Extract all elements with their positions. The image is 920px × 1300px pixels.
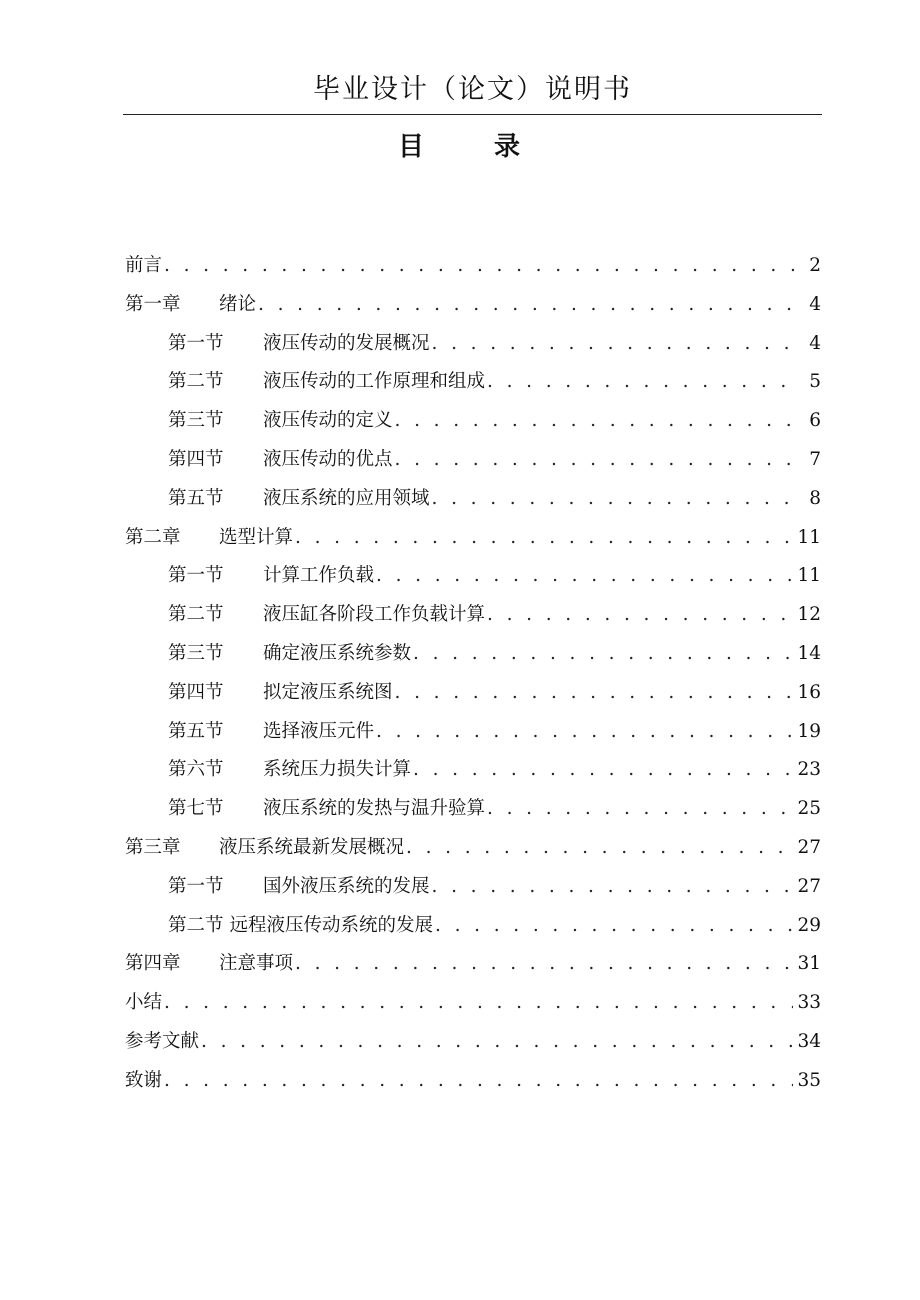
toc-entry-chapter[interactable] [125, 829, 821, 868]
dot-leader [395, 441, 795, 480]
toc-entry-page: 27 [797, 836, 821, 858]
toc-entry-page: 19 [797, 720, 821, 742]
toc-entry-section[interactable] [125, 674, 821, 713]
toc-entry-page: 14 [797, 642, 821, 664]
toc-entry-title: 小结 [125, 992, 163, 1014]
toc-entry-section[interactable] [125, 790, 821, 829]
toc-entry-page: 11 [797, 565, 821, 587]
toc-entry-title: 前言 [125, 255, 163, 276]
toc-entry-section[interactable] [125, 596, 821, 635]
dot-leader [432, 325, 795, 364]
toc-entry-title: 致谢 [125, 1069, 163, 1091]
toc-entry-page: 4 [809, 293, 821, 315]
toc-entry-title: 液压系统的应用领域 [263, 487, 430, 509]
dot-leader [295, 945, 793, 984]
toc-entry-chapter[interactable] [125, 286, 821, 325]
toc-entry-number: 第三节 [168, 642, 224, 664]
toc-title: 目 录 [397, 132, 542, 162]
dot-leader [395, 402, 795, 441]
dot-leader [295, 519, 793, 558]
toc-entry-chapter[interactable] [125, 945, 821, 984]
toc-entry-number: 第一节 [168, 332, 224, 354]
toc-entry-title: 注意事项 [219, 953, 294, 975]
toc-entry-section[interactable] [125, 363, 821, 402]
toc-entry-section[interactable] [125, 907, 821, 946]
dot-leader [487, 363, 795, 402]
toc-entry-number: 第四节 [168, 448, 224, 470]
toc-entry-title: 液压传动的优点 [263, 448, 393, 470]
toc-entry-title: 拟定液压系统图 [263, 681, 393, 703]
toc-entry-number: 第二节 [168, 914, 224, 936]
toc-entry-section[interactable] [125, 441, 821, 480]
toc-entry-section[interactable] [125, 751, 821, 790]
toc-entry-title: 远程液压传动系统的发展 [229, 914, 434, 936]
dot-leader [432, 868, 794, 907]
dot-leader [376, 557, 793, 596]
toc-entry-title: 绪论 [219, 293, 257, 315]
dot-leader [376, 713, 793, 752]
toc-entry-page: 23 [797, 759, 821, 781]
toc-entry-title: 参考文献 [125, 1030, 200, 1052]
toc-entry-page: 4 [809, 332, 821, 354]
dot-leader [413, 635, 793, 674]
toc-entry-page: 11 [797, 526, 821, 548]
toc-entry-section[interactable] [125, 325, 821, 364]
dot-leader [487, 596, 793, 635]
toc-entry-page: 8 [809, 487, 821, 509]
toc-entry-chapter[interactable] [125, 519, 821, 558]
toc-entry-number: 第四节 [168, 681, 224, 703]
toc-entry-page: 31 [797, 953, 821, 975]
toc-entry-number: 第五节 [168, 487, 224, 509]
toc-entry-title: 选择液压元件 [263, 720, 375, 742]
toc-entry-page: 35 [797, 1069, 821, 1091]
toc-entry-number: 第六节 [168, 759, 224, 781]
toc-entry-title: 国外液压系统的发展 [263, 875, 430, 897]
toc-entry-number: 第三节 [168, 410, 224, 432]
toc-entry-title: 确定液压系统参数 [263, 642, 412, 664]
toc-entry-section[interactable] [125, 635, 821, 674]
toc-entry-title: 计算工作负载 [263, 565, 375, 587]
toc-entry-page: 27 [797, 875, 821, 897]
toc-entry-number: 第一章 [125, 293, 181, 315]
toc-entry-number: 第三章 [125, 836, 181, 858]
toc-entry-number: 第四章 [125, 953, 181, 975]
toc-entry-title: 液压传动的定义 [263, 410, 393, 432]
toc-entry-title: 液压系统的发热与温升验算 [263, 798, 486, 820]
toc-entry-title: 液压传动的发展概况 [263, 332, 430, 354]
toc-entry-title: 液压缸各阶段工作负载计算 [263, 604, 486, 626]
toc-entry-number: 第二节 [168, 604, 224, 626]
toc-entry-page: 7 [809, 448, 821, 470]
toc-entry-chapter[interactable] [125, 1062, 821, 1101]
dot-leader [164, 247, 795, 286]
toc-entry-number: 第一节 [168, 565, 224, 587]
toc-entry-page: 33 [797, 992, 821, 1014]
dot-leader [395, 674, 794, 713]
dot-leader [164, 984, 793, 1023]
dot-leader [201, 1023, 793, 1062]
toc-entry-title: 选型计算 [219, 526, 294, 548]
toc-entry-number: 第一节 [168, 875, 224, 897]
dot-leader [435, 907, 793, 946]
toc-entry-page: 2 [809, 255, 821, 276]
toc-entry-page: 12 [797, 604, 821, 626]
toc-entry-section[interactable] [125, 868, 821, 907]
dot-leader [258, 286, 795, 325]
toc-entry-page: 5 [809, 371, 821, 393]
toc-entry-chapter[interactable] [125, 984, 821, 1023]
dot-leader [413, 751, 793, 790]
toc-entry-page: 6 [809, 410, 821, 432]
toc-entry-number: 第二章 [125, 526, 181, 548]
dot-leader [487, 790, 793, 829]
toc-entry-number: 第七节 [168, 798, 224, 820]
toc-entry-page: 16 [797, 681, 821, 703]
toc-entry-number: 第二节 [168, 371, 224, 393]
toc-entry-number: 第五节 [168, 720, 224, 742]
toc-entry-chapter[interactable] [125, 247, 821, 286]
page-header [123, 70, 822, 115]
toc-entry-section[interactable] [125, 402, 821, 441]
toc-entry-title: 液压传动的工作原理和组成 [263, 371, 486, 393]
toc-entry-page: 29 [797, 914, 821, 936]
toc-entry-section[interactable] [125, 480, 821, 519]
toc-entry-chapter[interactable] [125, 1023, 821, 1062]
table-of-contents [125, 247, 821, 1101]
dot-leader [164, 1062, 793, 1101]
dot-leader [406, 829, 793, 868]
toc-entry-section[interactable] [125, 557, 821, 596]
toc-entry-title: 液压系统最新发展概况 [219, 836, 405, 858]
header-title: 毕业设计（论文）说明书 [313, 74, 632, 105]
toc-entry-page: 25 [797, 798, 821, 820]
toc-entry-title: 系统压力损失计算 [263, 759, 412, 781]
dot-leader [432, 480, 795, 519]
toc-entry-section[interactable] [125, 713, 821, 752]
toc-entry-page: 34 [797, 1030, 821, 1052]
